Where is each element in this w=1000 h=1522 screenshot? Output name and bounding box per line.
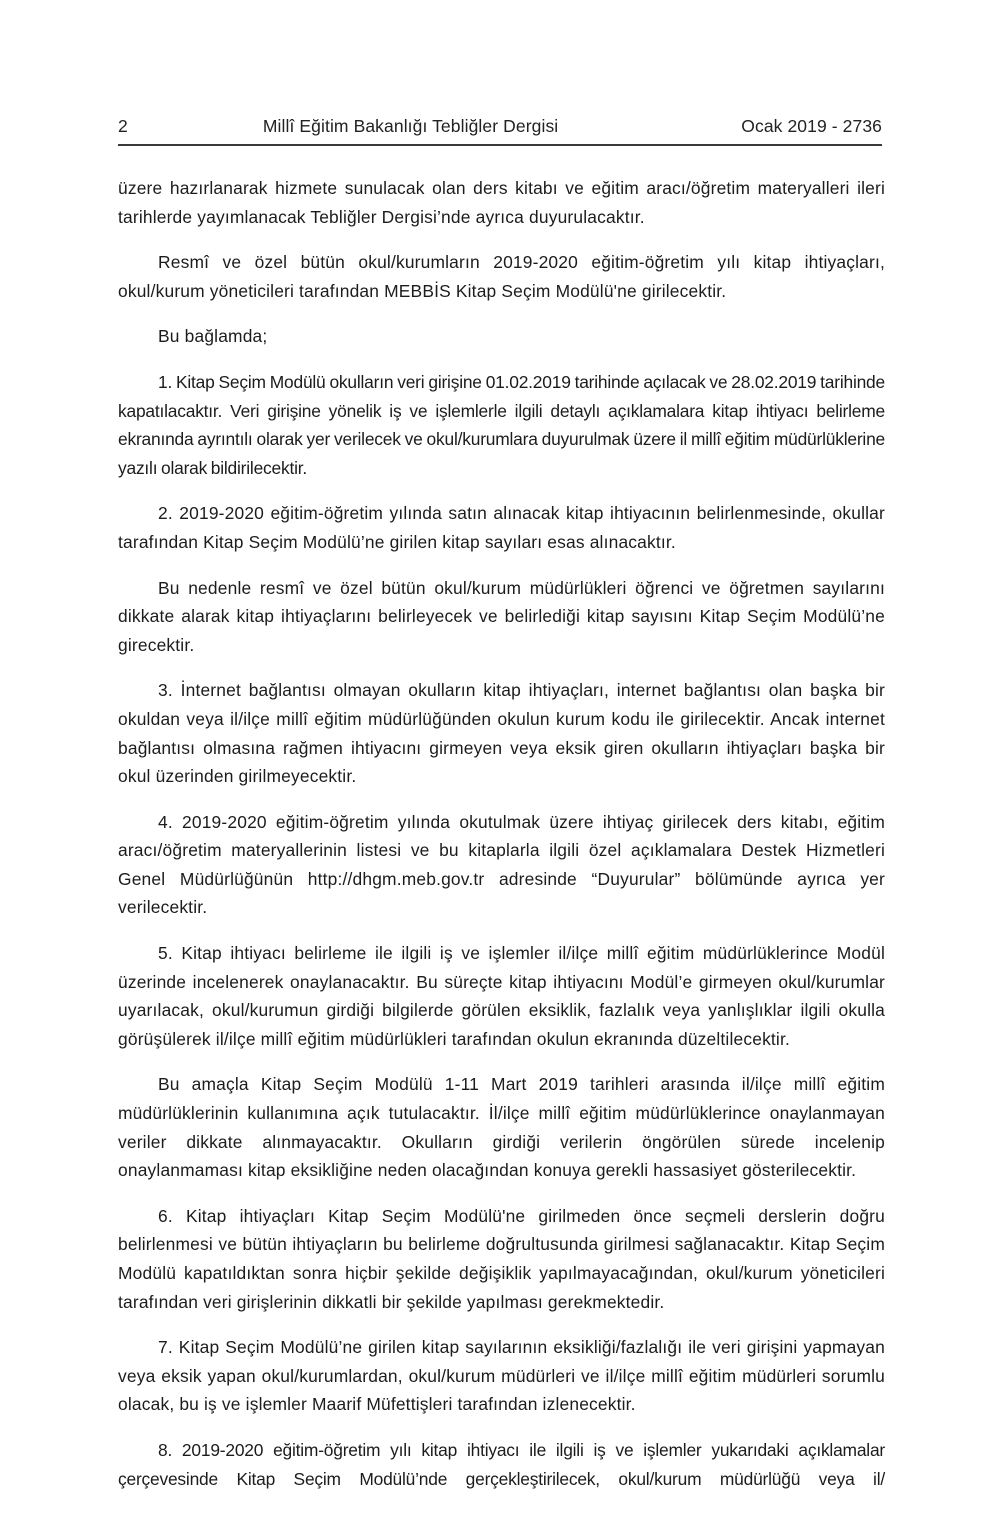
journal-title: Millî Eğitim Bakanlığı Tebliğler Dergisi [262, 116, 559, 136]
numbered-item-8: 8. 2019-2020 eğitim-öğretim yılı kitap ihtiyacı ile ilgili iş ve işlemler yukarıdaki açıklamalar çerçevesinde Kitap Seçim Modülü’nde gerçekleştirilecek, okul/kurum müdürlüğü veya il/ [118, 1439, 885, 1489]
body-column [118, 174, 885, 1522]
numbered-item-2: 2. 2019-2020 eğitim-öğretim yılında satın alınacak kitap ihtiyacının belirlenmesinde, okullar tarafından Kitap Seçim Modülü’ne girilen kitap sayıları esas alınacaktır. [118, 503, 885, 552]
page-number: 2 [118, 116, 128, 136]
paragraph-intro-continued: üzere hazırlanarak hizmete sunulacak olan ders kitabı ve eğitim aracı/öğretim materyalleri ileri tarihlerde yayımlanacak Tebliğler Dergisi’nde ayrıca duyurulacaktır. [118, 178, 885, 227]
numbered-item-5: 5. Kitap ihtiyacı belirleme ile ilgili iş ve işlemler il/ilçe millî eğitim müdürlüklerince Modül üzerinde incelenerek onaylanacaktır. Bu süreçte kitap ihtiyacını Modül’e girmeyen okul/kurumlar uyarılacak, okul/kurumun girdiği bilgilerde görülen eksiklik, fazlalık veya yanlışlıklar ilgili okulla görüşülerek il/ilçe millî eğitim müdürlükleri tarafından okulun ekranında düzeltilecektir. [118, 943, 885, 1049]
numbered-item-1: 1. Kitap Seçim Modülü okulların veri girişine 01.02.2019 tarihinde açılacak ve 28.02.2019 tarihinde kapatılacaktır. Veri girişine yönelik iş ve işlemlerle ilgili detaylı açıklamalara kitap ihtiyacı belirleme ekranında ayrıntılı olarak yer verilecek ve okul/kurumlara duyurulmak üzere il millî eğitim müdürlüklerine yazılı olarak bildirilecektir. [118, 371, 885, 478]
numbered-item-6: 6. Kitap ihtiyaçları Kitap Seçim Modülü'ne girilmeden önce seçmeli derslerin doğru belirlenmesi ve bütün ihtiyaçların bu belirleme doğrultusunda girilmesi sağlanacaktır. Kitap Seçim Modülü kapatıldıktan sonra hiçbir şekilde değişiklik yapılmayacağından, okul/kurum yöneticileri tarafından veri girişlerinin dikkatli bir şekilde yapılması gerekmektedir. [118, 1205, 885, 1312]
paragraph-bu-baglamda: Bu bağlamda; [158, 326, 268, 347]
numbered-item-4: 4. 2019-2020 eğitim-öğretim yılında okutulmak üzere ihtiyaç girilecek ders kitabı, eğitim aracı/öğretim materyallerinin listesi ve bu kitaplarla ilgili özel açıklamalara Destek Hizmetleri Genel Müdürlüğünün http://dhgm.meb.gov.tr adresinde “Duyurular” bölümünde ayrıca yer verilecektir. [118, 811, 885, 918]
paragraph-bu-nedenle: Bu nedenle resmî ve özel bütün okul/kurum müdürlükleri öğrenci ve öğretmen sayılarını dikkate alarak kitap ihtiyaçlarını belirleyecek ve belirlediği kitap sayısını Kitap Seçim Modülü’ne girecektir. [118, 577, 885, 655]
paragraph-resmi-ozel: Resmî ve özel bütün okul/kurumların 2019-2020 eğitim-öğretim yılı kitap ihtiyaçları, okul/kurum yöneticileri tarafından MEBBİS Kitap Seçim Modülü'ne girilecektir. [118, 252, 885, 301]
paragraph-bu-amacla: Bu amaçla Kitap Seçim Modülü 1-11 Mart 2019 tarihleri arasında il/ilçe millî eğitim müdürlüklerinin kullanımına açık tutulacaktır. İl/ilçe millî eğitim müdürlüklerince onaylanmayan veriler dikkate alınmayacaktır. Okulların girdiği verilerin öngörülen sürede incelenip onaylanmaması kitap eksikliğine neden olacağından konuya gerekli hassasiyet gösterilecektir. [118, 1074, 885, 1181]
running-head [118, 114, 882, 144]
issue-label: Ocak 2019 - 2736 [741, 116, 882, 136]
header-rule [118, 144, 882, 146]
numbered-item-3: 3. İnternet bağlantısı olmayan okulların kitap ihtiyaçları, internet bağlantısı olan başka bir okuldan veya il/ilçe millî eğitim müdürlüğünden okulun kurum kodu ile girilecektir. Ancak internet bağlantısı olmasına rağmen ihtiyacını girmeyen veya eksik giren okulların ihtiyaçları başka bir okul üzerinden girilmeyecektir. [118, 680, 885, 787]
numbered-item-7: 7. Kitap Seçim Modülü’ne girilen kitap sayılarının eksikliği/fazlalığı ile veri girişini yapmayan veya eksik yapan okul/kurumlardan, okul/kurum müdürleri ve il/ilçe millî eğitim müdürleri sorumlu olacak, bu iş ve işlemler Maarif Müfettişleri tarafından izlenecektir. [118, 1337, 885, 1415]
